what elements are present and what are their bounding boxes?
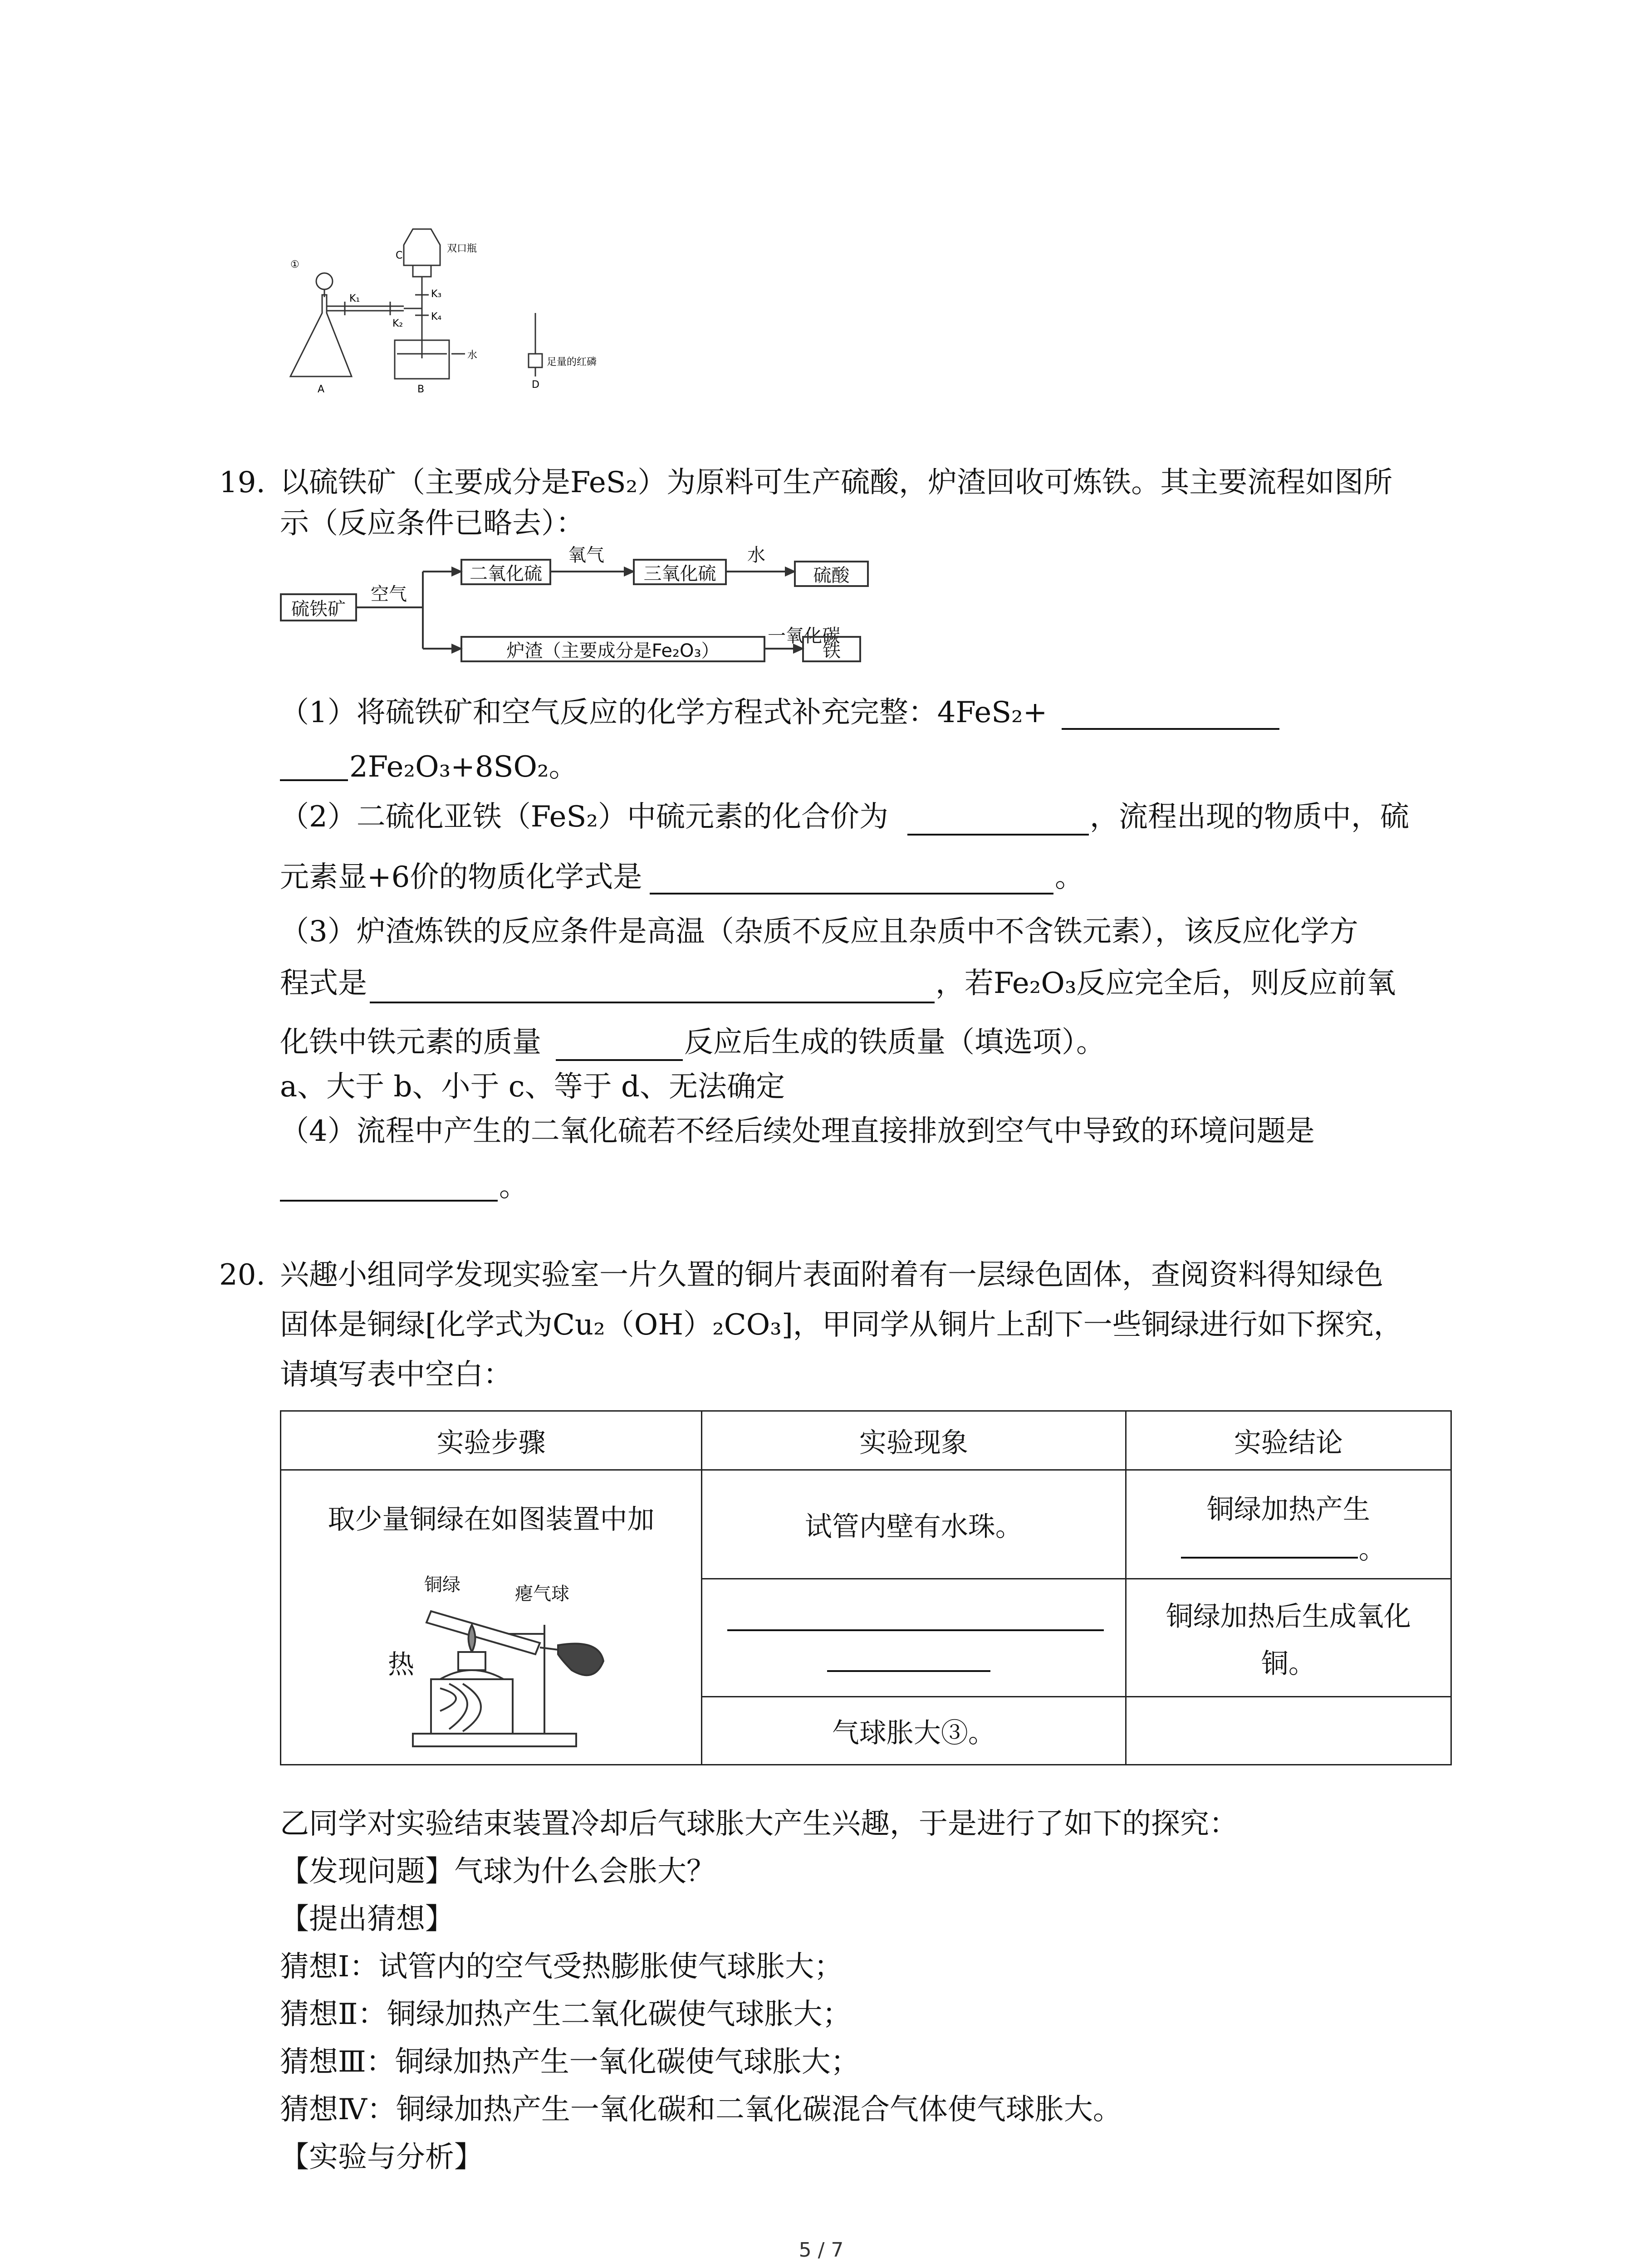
- q19-p3-text: （3）炉渣炼铁的反应条件是高温（杂质不反应且杂质中不含铁元素），该反应化学方: [280, 915, 1358, 948]
- label-double-neck-bottle: 双口瓶: [447, 243, 477, 254]
- conc1-text: 铜绿加热产生: [1206, 1494, 1370, 1525]
- conc2-line1: 铜绿加热后生成氧化: [1166, 1600, 1411, 1633]
- q20-number: 20.: [219, 1258, 265, 1292]
- flow-box-so2: 二氧化硫: [460, 559, 551, 585]
- step-text: 取少量铜绿在如图装置中加: [328, 1504, 655, 1535]
- q19-p4-blank-problem[interactable]: [280, 1173, 498, 1202]
- q19-p2-text3: 元素显+6价的物质化学式是: [280, 860, 642, 894]
- conc2-line2: 铜。: [1261, 1647, 1316, 1680]
- table-cell-conc2: [1126, 1579, 1451, 1697]
- flow-box-iron: 铁: [802, 636, 861, 662]
- q20-find-question: 【发现问题】气球为什么会胀大？: [280, 1855, 715, 1888]
- flow-label-air: 空气: [371, 584, 407, 605]
- flow-box-slag: 炉渣（主要成分是Fe₂O₃）: [460, 636, 765, 662]
- label-k3: K₃: [431, 288, 442, 300]
- label-k1: K₁: [349, 293, 360, 304]
- q19-p1-products: 2Fe₂O₃+8SO₂。: [349, 750, 578, 784]
- flow-label-water: 水: [747, 545, 765, 566]
- heating-apparatus-drawing: [281, 1548, 702, 1761]
- table-header-observation: 实验现象: [701, 1411, 1126, 1470]
- q19-p2-text2: ，流程出现的物质中，硫: [1090, 800, 1409, 834]
- q20-guess4: 猜想Ⅳ：铜绿加热产生一氧化碳和二氧化碳混合气体使气球胀大。: [280, 2093, 1122, 2126]
- table-cell-conc1: [1126, 1470, 1451, 1579]
- apparatus-drawing: [272, 218, 608, 399]
- q19-p1-blank-reactant[interactable]: [1062, 701, 1279, 730]
- q19-p1-text: （1）将硫铁矿和空气反应的化学方程式补充完整：4FeS₂+: [280, 696, 1048, 729]
- label-red-phosphorus: 足量的红磷: [547, 357, 597, 368]
- q20-guess3: 猜想Ⅲ：铜绿加热产生一氧化碳使气球胀大；: [280, 2045, 860, 2079]
- q19-flow-chart: [280, 545, 883, 676]
- q19-p2-blank-formula[interactable]: [650, 865, 1053, 894]
- label-water: 水: [467, 350, 478, 361]
- conc1-end: 。: [1358, 1534, 1386, 1565]
- q20-stem-line1: 兴趣小组同学发现实验室一片久置的铜片表面附着有一层绿色固体，查阅资料得知绿色: [280, 1258, 1383, 1292]
- q19-stem-line2: 示（反应条件已略去）：: [280, 507, 585, 540]
- label-k4: K₄: [431, 311, 442, 323]
- page-number: 5 / 7: [798, 2239, 844, 2262]
- q20-experiment-title: 【实验与分析】: [280, 2141, 483, 2174]
- q20-experiment-table: [280, 1410, 1452, 1765]
- q19-p3-text5: 反应后生成的铁质量（填选项）。: [684, 1026, 1105, 1059]
- table-cell-conc3: [1126, 1697, 1451, 1765]
- q19-p1-blank-condition[interactable]: [280, 752, 348, 781]
- label-c: C: [396, 250, 403, 261]
- flow-label-co: 一氧化碳: [768, 626, 840, 646]
- conc1-blank[interactable]: [1181, 1534, 1358, 1559]
- label-d: D: [532, 379, 539, 391]
- table-header-step: 实验步骤: [281, 1411, 702, 1470]
- heating-apparatus: [281, 1548, 702, 1761]
- label-a: A: [318, 384, 325, 395]
- q19-p3-text2: 程式是: [280, 967, 367, 1000]
- img-label-balloon: 瘪气球: [515, 1584, 569, 1604]
- q19-p3-text3: ，若Fe₂O₃反应完全后，则反应前氧: [936, 967, 1396, 1000]
- q20-after-line1: 乙同学对实验结束装置冷却后气球胀大产生兴趣，于是进行了如下的探究：: [280, 1807, 1238, 1841]
- q19-number: 19.: [219, 466, 265, 499]
- flow-label-o2: 氧气: [568, 545, 604, 566]
- table-header-conclusion: 实验结论: [1126, 1411, 1451, 1470]
- q20-stem-line2: 固体是铜绿[化学式为Cu₂（OH）₂CO₃]，甲同学从铜片上刮下一些铜绿进行如下探究，: [280, 1308, 1403, 1342]
- q20-guess-title: 【提出猜想】: [280, 1902, 454, 1936]
- q19-p2-text: （2）二硫化亚铁（FeS₂）中硫元素的化合价为: [280, 800, 888, 834]
- q19-p4-end: 。: [499, 1170, 528, 1203]
- flow-box-sulfuric-acid: 硫酸: [794, 561, 869, 587]
- label-k2: K₂: [392, 318, 403, 329]
- img-label-tonglv: 铜绿: [424, 1574, 460, 1595]
- flow-box-so3: 三氧化硫: [633, 559, 727, 585]
- q19-p2-end: 。: [1055, 860, 1084, 894]
- label-b: B: [417, 384, 425, 395]
- q19-stem-line1: 以硫铁矿（主要成分是FeS₂）为原料可生产硫酸，炉渣回收可炼铁。其主要流程如图所: [280, 466, 1393, 499]
- q20-stem-line3: 请填写表中空白：: [280, 1358, 512, 1392]
- apparatus-figure: [272, 218, 608, 399]
- flow-box-pyrite: 硫铁矿: [280, 593, 357, 621]
- img-label-heat: 热: [388, 1649, 415, 1680]
- table-cell-obs3: 气球胀大③。: [701, 1697, 1126, 1765]
- q20-guess1: 猜想I：试管内的空气受热膨胀使气球胀大；: [280, 1950, 843, 1984]
- q19-p3-options: a、大于 b、小于 c、等于 d、无法确定: [280, 1070, 785, 1104]
- obs2-blank-line1[interactable]: [727, 1607, 1104, 1631]
- q19-p3-blank-equation[interactable]: [370, 974, 935, 1003]
- circle-one-label: ①: [290, 259, 299, 270]
- table-cell-step: [281, 1470, 702, 1765]
- obs2-blank-line2[interactable]: [827, 1647, 990, 1672]
- table-cell-obs1: 试管内壁有水珠。: [701, 1470, 1126, 1579]
- q19-p3-text4: 化铁中铁元素的质量: [280, 1026, 541, 1059]
- q19-p2-blank-valence[interactable]: [907, 807, 1089, 836]
- table-cell-obs2: [701, 1579, 1126, 1697]
- q19-p4-text: （4）流程中产生的二氧化硫若不经后续处理直接排放到空气中导致的环境问题是: [280, 1114, 1315, 1148]
- q20-guess2: 猜想Ⅱ：铜绿加热产生二氧化碳使气球胀大；: [280, 1998, 852, 2031]
- q19-p3-blank-compare[interactable]: [556, 1032, 683, 1061]
